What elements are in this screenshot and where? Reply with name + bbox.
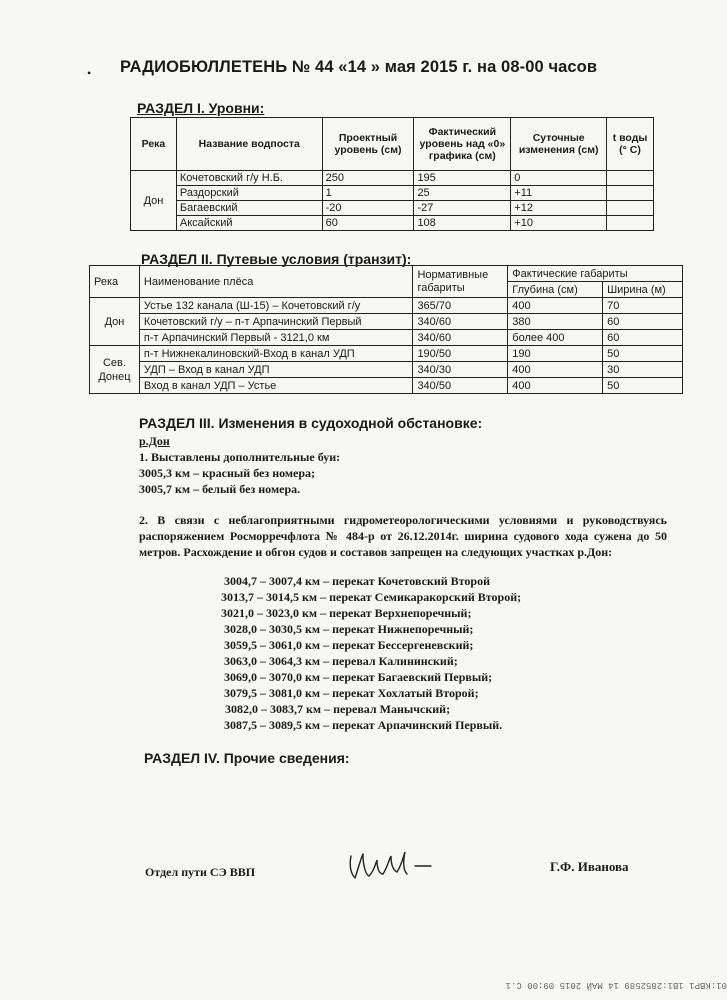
- station-cell: Кочетовский г/у Н.Б.: [176, 171, 322, 186]
- width-cell: 30: [603, 362, 683, 378]
- levels-table: [130, 117, 654, 231]
- station-cell: Аксайский: [176, 216, 322, 231]
- section2-heading: РАЗДЕЛ II. Путевые условия (транзит):: [141, 251, 412, 267]
- col-water-temp: t воды (° С): [607, 118, 654, 171]
- reach-cell: УДП – Вход в канал УДП: [139, 362, 413, 378]
- actual-cell: 108: [414, 216, 511, 231]
- table-row: [90, 330, 683, 346]
- col-depth: Глубина (см): [508, 282, 603, 298]
- width-cell: 50: [603, 346, 683, 362]
- change-cell: +12: [511, 201, 607, 216]
- depth-cell: 400: [508, 378, 603, 394]
- col-design-level: Проектный уровень (см): [322, 118, 414, 171]
- table-row: [90, 346, 683, 362]
- segment-line: 3069,0 – 3070,0 км – перекат Багаевский Первый;: [224, 670, 493, 684]
- norm-cell: 190/50: [413, 346, 508, 362]
- route-table: [89, 265, 683, 394]
- segment-line: 3082,0 – 3083,7 км – перевал Манычский;: [225, 702, 451, 716]
- section4-heading: РАЗДЕЛ IV. Прочие сведения:: [144, 750, 350, 766]
- segment-line: 3063,0 – 3064,3 км – перевал Калининский;: [224, 654, 458, 668]
- depth-cell: более 400: [508, 330, 603, 346]
- segment-line: 3021,0 – 3023,0 км – перекат Верхнепоречный;: [221, 606, 472, 620]
- change-cell: +10: [511, 216, 607, 231]
- width-cell: 60: [603, 314, 683, 330]
- col-actual-level: Фактический уровень над «0» графика (см): [414, 118, 511, 171]
- station-cell: Багаевский: [176, 201, 322, 216]
- river-cell: Сев. Донец: [90, 346, 140, 394]
- scan-dot: •: [87, 66, 92, 80]
- reach-cell: п-т Нижнекалиновский-Вход в канал УДП: [139, 346, 413, 362]
- table-row: [131, 201, 654, 216]
- section3-heading: РАЗДЕЛ III. Изменения в судоходной обстановке:: [139, 415, 483, 431]
- design-cell: 60: [322, 216, 414, 231]
- temp-cell: [607, 216, 654, 231]
- change-cell: +11: [511, 186, 607, 201]
- buoy-line: 3005,3 км – красный без номера;: [139, 466, 316, 480]
- col-station: Название водпоста: [176, 118, 322, 171]
- depth-cell: 400: [508, 298, 603, 314]
- design-cell: -20: [322, 201, 414, 216]
- width-cell: 60: [603, 330, 683, 346]
- col-river: Река: [131, 118, 177, 171]
- buoy-line: 3005,7 км – белый без номера.: [139, 482, 301, 496]
- segment-line: 3079,5 – 3081,0 км – перекат Хохлатый Второй;: [224, 686, 479, 700]
- norm-cell: 340/30: [413, 362, 508, 378]
- station-cell: Раздорский: [176, 186, 322, 201]
- depth-cell: 400: [508, 362, 603, 378]
- table-row: [90, 378, 683, 394]
- reach-cell: Устье 132 канала (Ш-15) – Кочетовский г/у: [139, 298, 413, 314]
- temp-cell: [607, 201, 654, 216]
- item2-paragraph: 2. В связи с неблагоприятными гидрометеорологическими условиями и руководствуясь распоряжением Росморречфлота № 484-р от 26.12.2014г. ширина судового хода сужена до 50 метров. Расхождение и обгон судов и составов запрещен на следующих участках р.Дон:: [139, 513, 667, 559]
- norm-cell: 340/60: [413, 330, 508, 346]
- actual-cell: 195: [414, 171, 511, 186]
- col-width: Ширина (м): [603, 282, 683, 298]
- temp-cell: [607, 171, 654, 186]
- actual-cell: -27: [414, 201, 511, 216]
- river-cell: Дон: [90, 298, 140, 346]
- segment-line: 3013,7 – 3014,5 км – перекат Семикаракорский Второй;: [221, 590, 522, 604]
- signatory-name: Г.Ф. Иванова: [550, 859, 629, 874]
- table-row: [131, 216, 654, 231]
- river-label: р.Дон: [139, 434, 170, 448]
- reach-cell: Кочетовский г/у – п-т Арпачинский Первый: [139, 314, 413, 330]
- reach-cell: п-т Арпачинский Первый - 3121,0 км: [139, 330, 413, 346]
- segment-line: 3059,5 – 3061,0 км – перекат Бессергеневский;: [224, 638, 474, 652]
- actual-cell: 25: [414, 186, 511, 201]
- col-actual-dimensions: Фактические габариты: [508, 266, 683, 282]
- width-cell: 70: [603, 298, 683, 314]
- bulletin-title: РАДИОБЮЛЛЕТЕНЬ № 44 «14 » мая 2015 г. на 08-00 часов: [120, 58, 598, 76]
- segment-line: 3087,5 – 3089,5 км – перекат Арпачинский Первый.: [224, 718, 503, 732]
- design-cell: 1: [322, 186, 414, 201]
- segment-line: 3028,0 – 3030,5 км – перекат Нижнепоречный;: [224, 622, 474, 636]
- design-cell: 250: [322, 171, 414, 186]
- reach-cell: Вход в канал УДП – Устье: [139, 378, 413, 394]
- depth-cell: 190: [508, 346, 603, 362]
- fax-footer: 01:KBP1 1B1:2852589 14 МАЙ 2015 09:00 С.1: [505, 980, 727, 990]
- segment-line: 3004,7 – 3007,4 км – перекат Кочетовский Второй: [224, 574, 490, 588]
- col-normative: Нормативные габариты: [413, 266, 508, 298]
- item1-text: 1. Выставлены дополнительные буи:: [139, 450, 341, 464]
- temp-cell: [607, 186, 654, 201]
- river-cell: Дон: [131, 171, 177, 231]
- handwritten-signature: [345, 848, 440, 888]
- change-cell: 0: [511, 171, 607, 186]
- col-reach: Наименование плёса: [139, 266, 413, 298]
- width-cell: 50: [603, 378, 683, 394]
- norm-cell: 365/70: [413, 298, 508, 314]
- table-row: [90, 298, 683, 314]
- section1-heading: РАЗДЕЛ I. Уровни:: [137, 100, 265, 116]
- table-row: [131, 186, 654, 201]
- norm-cell: 340/60: [413, 314, 508, 330]
- table-row: [90, 314, 683, 330]
- depth-cell: 380: [508, 314, 603, 330]
- col-river: Река: [90, 266, 140, 298]
- table-row: [90, 362, 683, 378]
- norm-cell: 340/50: [413, 378, 508, 394]
- table-row: [131, 171, 654, 186]
- department-label: Отдел пути СЭ ВВП: [145, 865, 256, 879]
- col-daily-change: Суточные изменения (см): [511, 118, 607, 171]
